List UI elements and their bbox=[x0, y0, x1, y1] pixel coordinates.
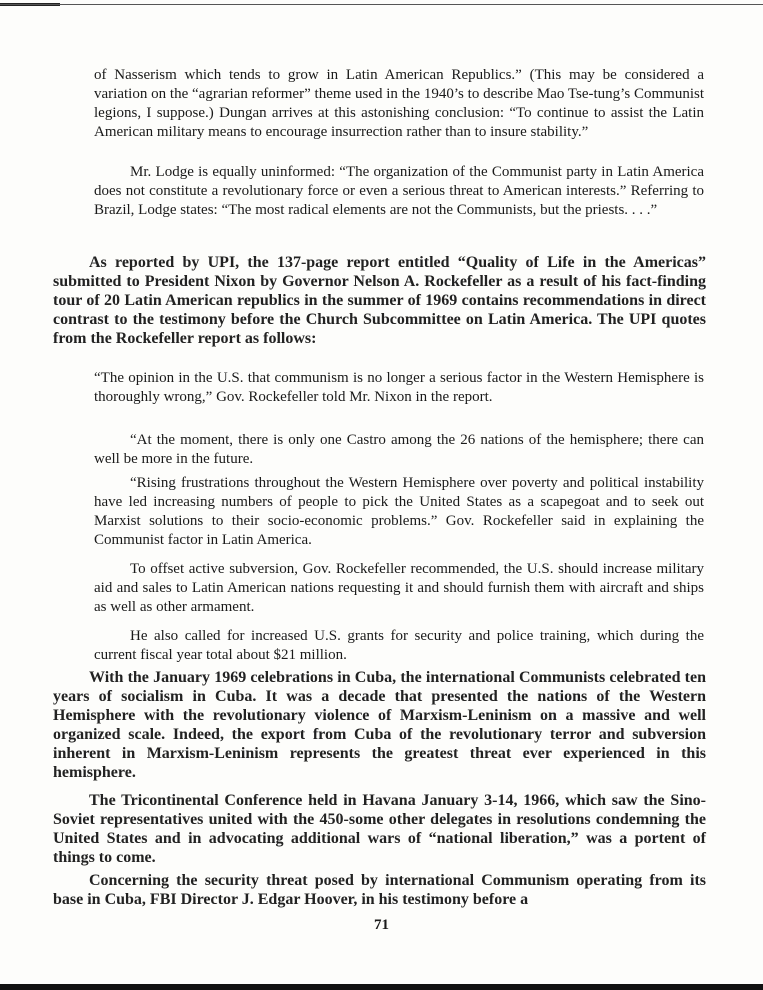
body-paragraph-hoover: Concerning the security threat posed by international Communism operating from its base in Cuba, FBI Director J. Edgar Hoover, in his testimony before a bbox=[53, 872, 706, 908]
quote-paragraph-subversion: To offset active subversion, Gov. Rockefeller recommended, the U.S. should increase military aid and sales to Latin American nations requesting it and should furnish them with aircraft and ships as well as other armament. bbox=[94, 561, 704, 615]
footer-rule bbox=[0, 984, 763, 990]
quote-paragraph-nasserism: of Nasserism which tends to grow in Latin American Republics.” (This may be considered a variation on the “agrarian reformer” theme used in the 1940’s to describe Mao Tse-tung’s Communist legions, I suppose.) Dungan arrives at this astonishing conclusion: “To continue to assist the Latin American military means to encourage insurrection rather than to insure stability.” bbox=[94, 67, 704, 140]
page-number: 71 bbox=[374, 917, 389, 933]
body-paragraph-tricontinental: The Tricontinental Conference held in Havana January 3-14, 1966, which saw the Sino-Soviet representatives united with the 450-some other delegates in resolutions condemning the United States and in advocating additional wars of “national liberation,” was a portent of things to come. bbox=[53, 792, 706, 866]
body-paragraph-celebrations: With the January 1969 celebrations in Cuba, the international Communists celebrated ten years of socialism in Cuba. It was a decade that presented the nations of the Western Hemisphere with the revolutionary violence of Marxism-Leninism on a massive and well organized scale. Indeed, the export from Cuba of the revolutionary terror and subversion inherent in Marxism-Leninism represents the greatest threat ever experienced in this hemisphere. bbox=[53, 669, 706, 781]
quote-paragraph-frustrations: “Rising frustrations throughout the Western Hemisphere over poverty and political instability have led increasing numbers of people to pick the United States as a scapegoat and to seek out Marxist solutions to their socio-economic problems.” Gov. Rockefeller said in explaining the Communist factor in Latin America. bbox=[94, 475, 704, 548]
quote-paragraph-grants: He also called for increased U.S. grants for security and police training, which during the current fiscal year total about $21 million. bbox=[94, 628, 704, 663]
body-paragraph-upi-report: As reported by UPI, the 137-page report entitled “Quality of Life in the Americas” submitted to President Nixon by Governor Nelson A. Rockefeller as a result of his fact-finding tour of 20 Latin American republics in the summer of 1969 contains recommendations in direct contrast to the testimony before the Church Subcommittee on Latin America. The UPI quotes from the Rockefeller report as follows: bbox=[53, 254, 706, 347]
quote-paragraph-opinion: “The opinion in the U.S. that communism is no longer a serious factor in the Western Hemisphere is thoroughly wrong,” Gov. Rockefeller told Mr. Nixon in the report. bbox=[94, 370, 704, 405]
quote-paragraph-lodge: Mr. Lodge is equally uninformed: “The organization of the Communist party in Latin America does not constitute a revolutionary force or even a serious threat to American interests.” Referring to Brazil, Lodge states: “The most radical elements are not the Communists, but the priests. . . .” bbox=[94, 164, 704, 218]
quote-paragraph-castro: “At the moment, there is only one Castro among the 26 nations of the hemisphere; there can well be more in the future. bbox=[94, 432, 704, 467]
